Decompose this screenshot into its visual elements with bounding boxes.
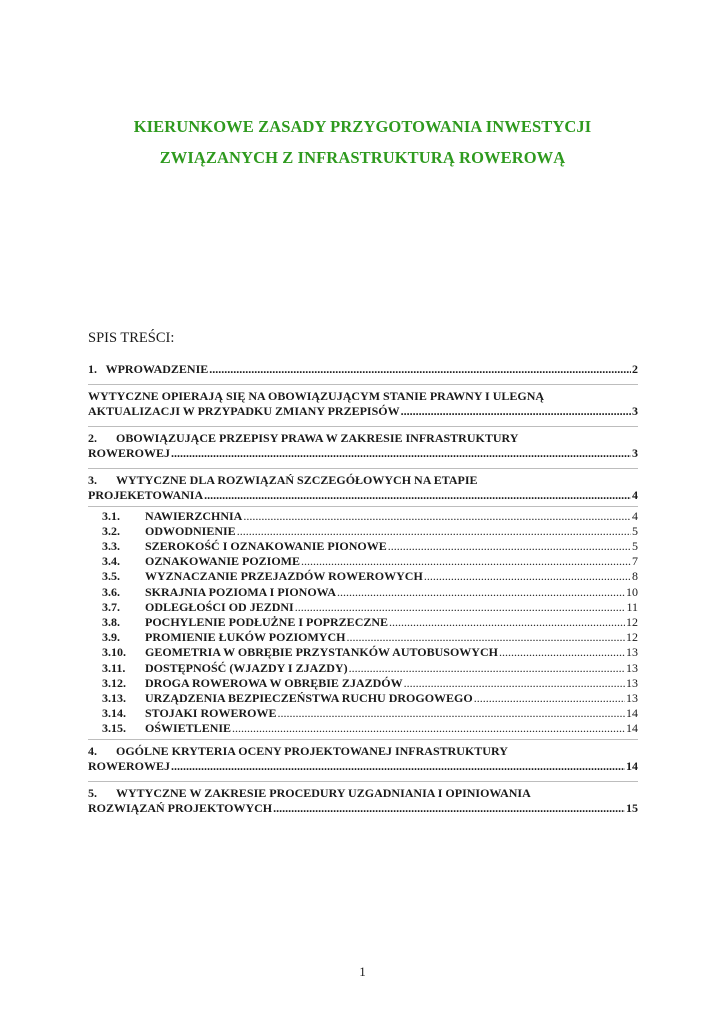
dot-leader <box>171 446 631 462</box>
dot-leader <box>243 509 631 524</box>
toc-entry-number: 3. <box>88 472 97 487</box>
toc-entry-text-line-1: OGÓLNE KRYTERIA OCENY PROJEKTOWANEJ INFRASTRUKTURY <box>116 743 508 758</box>
toc-entry-2[interactable] <box>88 427 638 468</box>
toc-subentry[interactable] <box>88 676 638 691</box>
toc-subentry-text: DOSTĘPNOŚĆ (WJAZDY I ZJAZDY) <box>145 660 348 675</box>
toc-subentry-page: 14 <box>626 706 638 721</box>
toc-subentry-page: 13 <box>626 675 638 690</box>
toc-subentry-number: 3.9. <box>102 630 120 645</box>
toc-subentry-text: OŚWIETLENIE <box>145 721 232 736</box>
toc-subentry-text: NAWIERZCHNIA <box>145 508 243 523</box>
toc-subentry-page: 5 <box>632 538 638 553</box>
dot-leader <box>273 801 625 817</box>
toc-subentry-number: 3.13. <box>102 690 126 705</box>
toc-entry-1[interactable] <box>88 358 638 384</box>
dot-leader <box>346 630 625 645</box>
toc-subentry[interactable] <box>88 645 638 660</box>
toc-heading: SPIS TREŚCI: <box>88 330 175 346</box>
dot-leader <box>401 404 631 420</box>
toc-entry-page: 2 <box>632 362 638 376</box>
dot-leader <box>349 661 625 676</box>
toc-entry-page: 15 <box>626 801 638 816</box>
dot-leader <box>171 759 625 775</box>
dot-leader <box>424 569 631 584</box>
toc-subentry-number: 3.12. <box>102 675 126 690</box>
dot-leader <box>499 645 625 660</box>
toc-entry-text-line-1: WYTYCZNE DLA ROZWIĄZAŃ SZCZEGÓŁOWYCH NA ETAPIE <box>116 472 478 487</box>
table-of-contents <box>88 358 638 823</box>
toc-subentry[interactable] <box>88 691 638 706</box>
toc-subentry[interactable] <box>88 615 638 630</box>
toc-entry-number: 1. <box>88 362 97 376</box>
toc-subentry-page: 8 <box>632 569 638 584</box>
toc-subentry-number: 3.4. <box>102 554 120 569</box>
toc-subentry-number: 3.3. <box>102 538 120 553</box>
toc-subentry-number: 3.7. <box>102 599 120 614</box>
dot-leader <box>277 706 625 721</box>
toc-subentry-number: 3.2. <box>102 523 120 538</box>
toc-subsections <box>88 507 638 739</box>
toc-subentry-page: 4 <box>632 508 638 523</box>
toc-subentry-text: POCHYLENIE PODŁUŻNE I POPRZECZNE <box>145 614 389 629</box>
toc-subentry-page: 11 <box>626 599 638 614</box>
toc-entry-5[interactable] <box>88 782 638 823</box>
toc-subentry-page: 12 <box>626 630 638 645</box>
toc-subentry-number: 3.8. <box>102 614 120 629</box>
toc-subentry[interactable] <box>88 554 638 569</box>
toc-subentry-number: 3.1. <box>102 508 120 523</box>
toc-entry-text: WPROWADZENIE <box>105 362 209 376</box>
toc-subentry-page: 7 <box>632 554 638 569</box>
toc-subentry-text: WYZNACZANIE PRZEJAZDÓW ROWEROWYCH <box>145 569 423 584</box>
toc-entry-text-line-1: WYTYCZNE W ZAKRESIE PROCEDURY UZGADNIANIA I OPINIOWANIA <box>116 785 531 800</box>
toc-subentry-text: ODWODNIENIE <box>145 523 236 538</box>
toc-subentry-page: 10 <box>626 584 638 599</box>
toc-subentry-number: 3.15. <box>102 721 126 736</box>
toc-subentry[interactable] <box>88 630 638 645</box>
toc-subentry[interactable] <box>88 706 638 721</box>
toc-subentry[interactable] <box>88 524 638 539</box>
dot-leader <box>232 721 625 736</box>
toc-entry-text-line-2: PROJEKETOWANIA <box>88 488 204 502</box>
toc-entry-number: 2. <box>88 430 97 445</box>
toc-entry-number: 5. <box>88 785 97 800</box>
toc-subentry-text: GEOMETRIA W OBRĘBIE PRZYSTANKÓW AUTOBUSOWYCH <box>145 645 498 660</box>
toc-subentry[interactable] <box>88 585 638 600</box>
toc-subentry[interactable] <box>88 539 638 554</box>
dot-leader <box>337 585 625 600</box>
dot-leader <box>204 488 631 504</box>
toc-entry-page: 4 <box>632 488 638 502</box>
toc-entry-text-line-2: ROZWIĄZAŃ PROJEKTOWYCH <box>88 801 273 816</box>
toc-subentry-page: 12 <box>626 614 638 629</box>
document-title-line-1: KIERUNKOWE ZASADY PRZYGOTOWANIA INWESTYCJI <box>133 117 592 136</box>
toc-subentry[interactable] <box>88 661 638 676</box>
toc-subentry-number: 3.11. <box>102 660 126 675</box>
dot-leader <box>209 362 631 378</box>
dot-leader <box>301 554 631 569</box>
toc-subentry-page: 14 <box>626 721 638 736</box>
toc-subentry-page: 13 <box>626 690 638 705</box>
toc-subentry-number: 3.5. <box>102 569 120 584</box>
toc-subentry-text: SZEROKOŚĆ I OZNAKOWANIE PIONOWE <box>145 538 387 553</box>
toc-entry-number: 4. <box>88 743 97 758</box>
toc-subentry-text: OZNAKOWANIE POZIOME <box>145 554 301 569</box>
dot-leader <box>237 524 631 539</box>
toc-subentry-text: SKRAJNIA POZIOMA I PIONOWA <box>145 584 337 599</box>
toc-subentry-text: ODLEGŁOŚCI OD JEZDNI <box>145 599 294 614</box>
toc-subentry[interactable] <box>88 509 638 524</box>
toc-entry-guidelines-note[interactable] <box>88 385 638 426</box>
document-title-line-2: ZWIĄZANYCH Z INFRASTRUKTURĄ ROWEROWĄ <box>159 148 566 167</box>
dot-leader <box>389 615 625 630</box>
page-number: 1 <box>359 964 366 979</box>
toc-subentry[interactable] <box>88 721 638 736</box>
toc-subentry-number: 3.14. <box>102 706 126 721</box>
toc-entry-text-line-1: OBOWIĄZUJĄCE PRZEPISY PRAWA W ZAKRESIE INFRASTRUKTURY <box>116 430 519 445</box>
toc-subentry-page: 13 <box>626 645 638 660</box>
toc-subentry-number: 3.10. <box>102 645 126 660</box>
toc-entry-4[interactable] <box>88 740 638 781</box>
dot-leader <box>404 676 625 691</box>
toc-entry-3[interactable] <box>88 469 638 506</box>
toc-entry-text-line-2: AKTUALIZACJI W PRZYPADKU ZMIANY PRZEPISÓW <box>88 404 400 418</box>
dot-leader <box>474 691 625 706</box>
toc-entry-text-line-2: ROWEROWEJ <box>88 446 171 460</box>
toc-entry-page: 14 <box>626 759 638 774</box>
toc-entry-text-line-2: ROWEROWEJ <box>88 759 171 774</box>
toc-entry-text-line-1: WYTYCZNE OPIERAJĄ SIĘ NA OBOWIĄZUJĄCYM STANIE PRAWNY I ULEGNĄ <box>88 388 545 403</box>
toc-subentry[interactable] <box>88 600 638 615</box>
dot-leader <box>295 600 626 615</box>
toc-subentry-page: 13 <box>626 660 638 675</box>
toc-subentry-text: DROGA ROWEROWA W OBRĘBIE ZJAZDÓW <box>145 675 403 690</box>
toc-entry-page: 3 <box>632 404 638 418</box>
toc-subentry[interactable] <box>88 569 638 584</box>
toc-entry-page: 3 <box>632 446 638 460</box>
dot-leader <box>388 539 631 554</box>
toc-subentry-number: 3.6. <box>102 584 120 599</box>
toc-subentry-text: PROMIENIE ŁUKÓW POZIOMYCH <box>145 630 346 645</box>
toc-subentry-page: 5 <box>632 523 638 538</box>
toc-subentry-text: STOJAKI ROWEROWE <box>145 706 277 721</box>
toc-subentry-text: URZĄDZENIA BEZPIECZEŃSTWA RUCHU DROGOWEGO <box>145 690 473 705</box>
